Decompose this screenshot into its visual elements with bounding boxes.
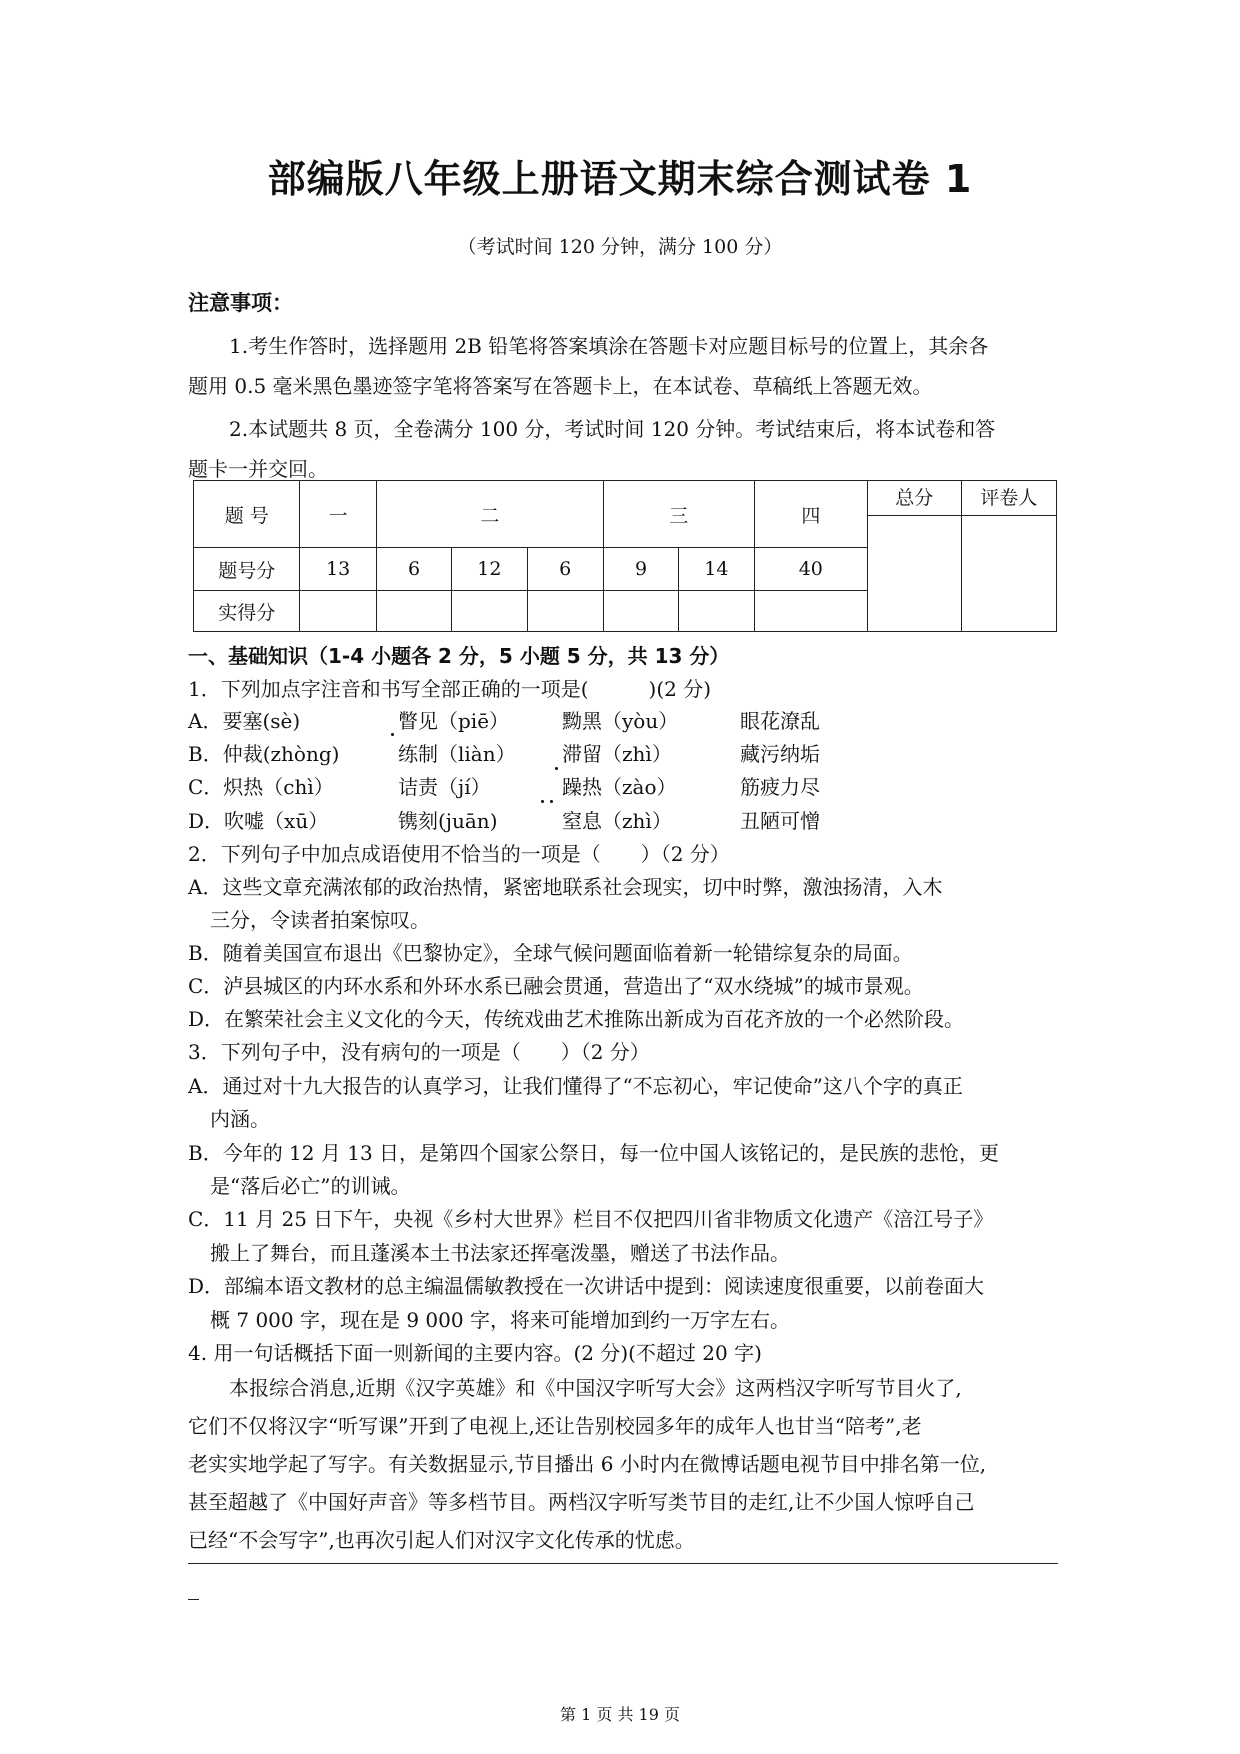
- q1-option-a-1: A．要塞(sè): [188, 709, 301, 733]
- score-table: [193, 480, 1057, 632]
- q1-option-d-1: D．吹嘘（xū）: [188, 809, 329, 833]
- notice-heading: 注意事项：: [188, 291, 293, 315]
- total-score-cell: [868, 481, 961, 632]
- header-part-2: 二: [376, 481, 603, 548]
- earned-cell: [679, 591, 754, 632]
- exam-info: （考试时间 120 分钟，满分 100 分）: [457, 236, 783, 258]
- header-total: 总分: [868, 481, 960, 516]
- question-2-stem: 2．下列句子中加点成语使用不恰当的一项是（ ）（2 分）: [188, 842, 730, 866]
- answer-line-stub: [188, 1599, 199, 1600]
- q1-option-b-4: 藏污纳垢: [740, 742, 820, 766]
- notice-line-2: 题用 0.5 毫米黑色墨迹签字笔将答案写在答题卡上，在本试卷、草稿纸上答题无效。: [188, 374, 933, 398]
- notice-line-1: 1.考生作答时，选择题用 2B 铅笔将答案填涂在答题卡对应题目标号的位置上，其余各: [229, 334, 989, 358]
- question-4-stem: 4. 用一句话概括下面一则新闻的主要内容。(2 分)(不超过 20 字): [188, 1341, 762, 1365]
- news-passage-line-3: 老实实地学起了写字。有关数据显示,节目播出 6 小时内在微博话题电视节目中排名第一位,: [188, 1452, 987, 1476]
- q3-option-c-cont: 搬上了舞台，而且蓬溪本土书法家还挥毫泼墨，赠送了书法作品。: [210, 1241, 790, 1265]
- q1-option-d-4: 丑陋可憎: [740, 809, 820, 833]
- q3-option-b: B．今年的 12 月 13 日，是第四个国家公祭日，每一位中国人该铭记的，是民族的悲怆，更: [188, 1141, 1000, 1165]
- q1-option-a-4: 眼花潦乱: [740, 709, 820, 733]
- q2-option-a-cont: 三分，令读者拍案惊叹。: [210, 908, 430, 932]
- q3-option-c: C．11 月 25 日下午，央视《乡村大世界》栏目不仅把四川省非物质文化遗产《涪江号子》: [188, 1207, 994, 1231]
- emphasis-dot: [541, 800, 544, 803]
- header-grader: 评卷人: [962, 481, 1057, 516]
- news-passage-line-2: 它们不仅将汉字“听写课”开到了电视上,还让告别校园多年的成年人也甘当“陪考”,老: [188, 1414, 922, 1438]
- page-footer: 第 1 页 共 19 页: [560, 1705, 680, 1724]
- q1-option-b-2: 练制（liàn）: [398, 742, 516, 766]
- points-cell: 12: [452, 548, 527, 591]
- earned-cell: [603, 591, 678, 632]
- row-label-earned: 实得分: [194, 591, 300, 632]
- news-passage-line-5: 已经“不会写字”,也再次引起人们对汉字文化传承的忧虑。: [188, 1528, 695, 1552]
- header-part-3: 三: [603, 481, 754, 548]
- grader-cell: [961, 481, 1057, 632]
- points-cell: 6: [376, 548, 451, 591]
- row-label-points: 题号分: [194, 548, 300, 591]
- answer-line: [188, 1563, 1058, 1564]
- q1-option-d-3: 窒息（zhì）: [562, 809, 672, 833]
- notice-line-4: 题卡一并交回。: [188, 457, 328, 481]
- emphasis-dot: [555, 767, 558, 770]
- earned-cell: [376, 591, 451, 632]
- news-passage-line-4: 甚至超越了《中国好声音》等多档节目。两档汉字听写类节目的走红,让不少国人惊呼自己: [188, 1490, 975, 1514]
- q1-option-b-1: B．仲裁(zhòng): [188, 742, 340, 766]
- news-passage-line-1: 本报综合消息,近期《汉字英雄》和《中国汉字听写大会》这两档汉字听写节目火了,: [229, 1376, 962, 1400]
- q2-option-a: A．这些文章充满浓郁的政治热情，紧密地联系社会现实，切中时弊，激浊扬清，入木: [188, 875, 943, 899]
- page-title: 部编版八年级上册语文期末综合测试卷 1: [267, 157, 973, 201]
- earned-cell: [300, 591, 376, 632]
- q1-option-c-2: 诘责（jí）: [398, 775, 491, 799]
- points-cell: 40: [754, 548, 868, 591]
- points-cell: 13: [300, 548, 376, 591]
- earned-cell: [754, 591, 868, 632]
- q3-option-a: A．通过对十九大报告的认真学习，让我们懂得了“不忘初心，牢记使命”这八个字的真正: [188, 1074, 963, 1098]
- q3-option-d-cont: 概 7 000 字，现在是 9 000 字，将来可能增加到约一万字左右。: [210, 1308, 790, 1332]
- q1-option-a-3: 黝黑（yòu）: [562, 709, 679, 733]
- q1-option-c-1: C．炽热（chì）: [188, 775, 334, 799]
- q2-option-b: B．随着美国宣布退出《巴黎协定》，全球气候问题面临着新一轮错综复杂的局面。: [188, 941, 913, 965]
- emphasis-dot: [550, 800, 553, 803]
- earned-cell: [527, 591, 603, 632]
- q1-option-d-2: 镌刻(juān): [398, 809, 498, 833]
- q2-option-c: C．泸县城区的内环水系和外环水系已融会贯通，营造出了“双水绕城”的城市景观。: [188, 974, 924, 998]
- q1-option-c-3: 躁热（zào）: [562, 775, 677, 799]
- q2-option-d: D．在繁荣社会主义文化的今天，传统戏曲艺术推陈出新成为百花齐放的一个必然阶段。: [188, 1007, 965, 1031]
- header-question-no: 题 号: [194, 481, 300, 548]
- points-cell: 6: [527, 548, 603, 591]
- question-3-stem: 3．下列句子中，没有病句的一项是（ ）（2 分）: [188, 1040, 650, 1064]
- points-cell: 9: [603, 548, 678, 591]
- q1-option-a-2: 瞥见（piē）: [398, 709, 510, 733]
- q3-option-a-cont: 内涵。: [210, 1107, 270, 1131]
- q3-option-d: D．部编本语文教材的总主编温儒敏教授在一次讲话中提到：阅读速度很重要，以前卷面大: [188, 1274, 985, 1298]
- earned-cell: [452, 591, 527, 632]
- points-cell: 14: [679, 548, 754, 591]
- header-part-1: 一: [300, 481, 376, 548]
- q1-option-c-4: 筋疲力尽: [740, 775, 820, 799]
- section-1-heading: 一、基础知识（1-4 小题各 2 分，5 小题 5 分，共 13 分）: [188, 644, 730, 668]
- question-1-stem: 1．下列加点字注音和书写全部正确的一项是( )(2 分): [188, 677, 712, 701]
- emphasis-dot: [391, 733, 394, 736]
- notice-line-3: 2.本试题共 8 页，全卷满分 100 分，考试时间 120 分钟。考试结束后，将本试卷和答: [229, 417, 996, 441]
- header-part-4: 四: [754, 481, 868, 548]
- q1-option-b-3: 滞留（zhì）: [562, 742, 672, 766]
- q3-option-b-cont: 是“落后必亡”的训诫。: [210, 1174, 411, 1198]
